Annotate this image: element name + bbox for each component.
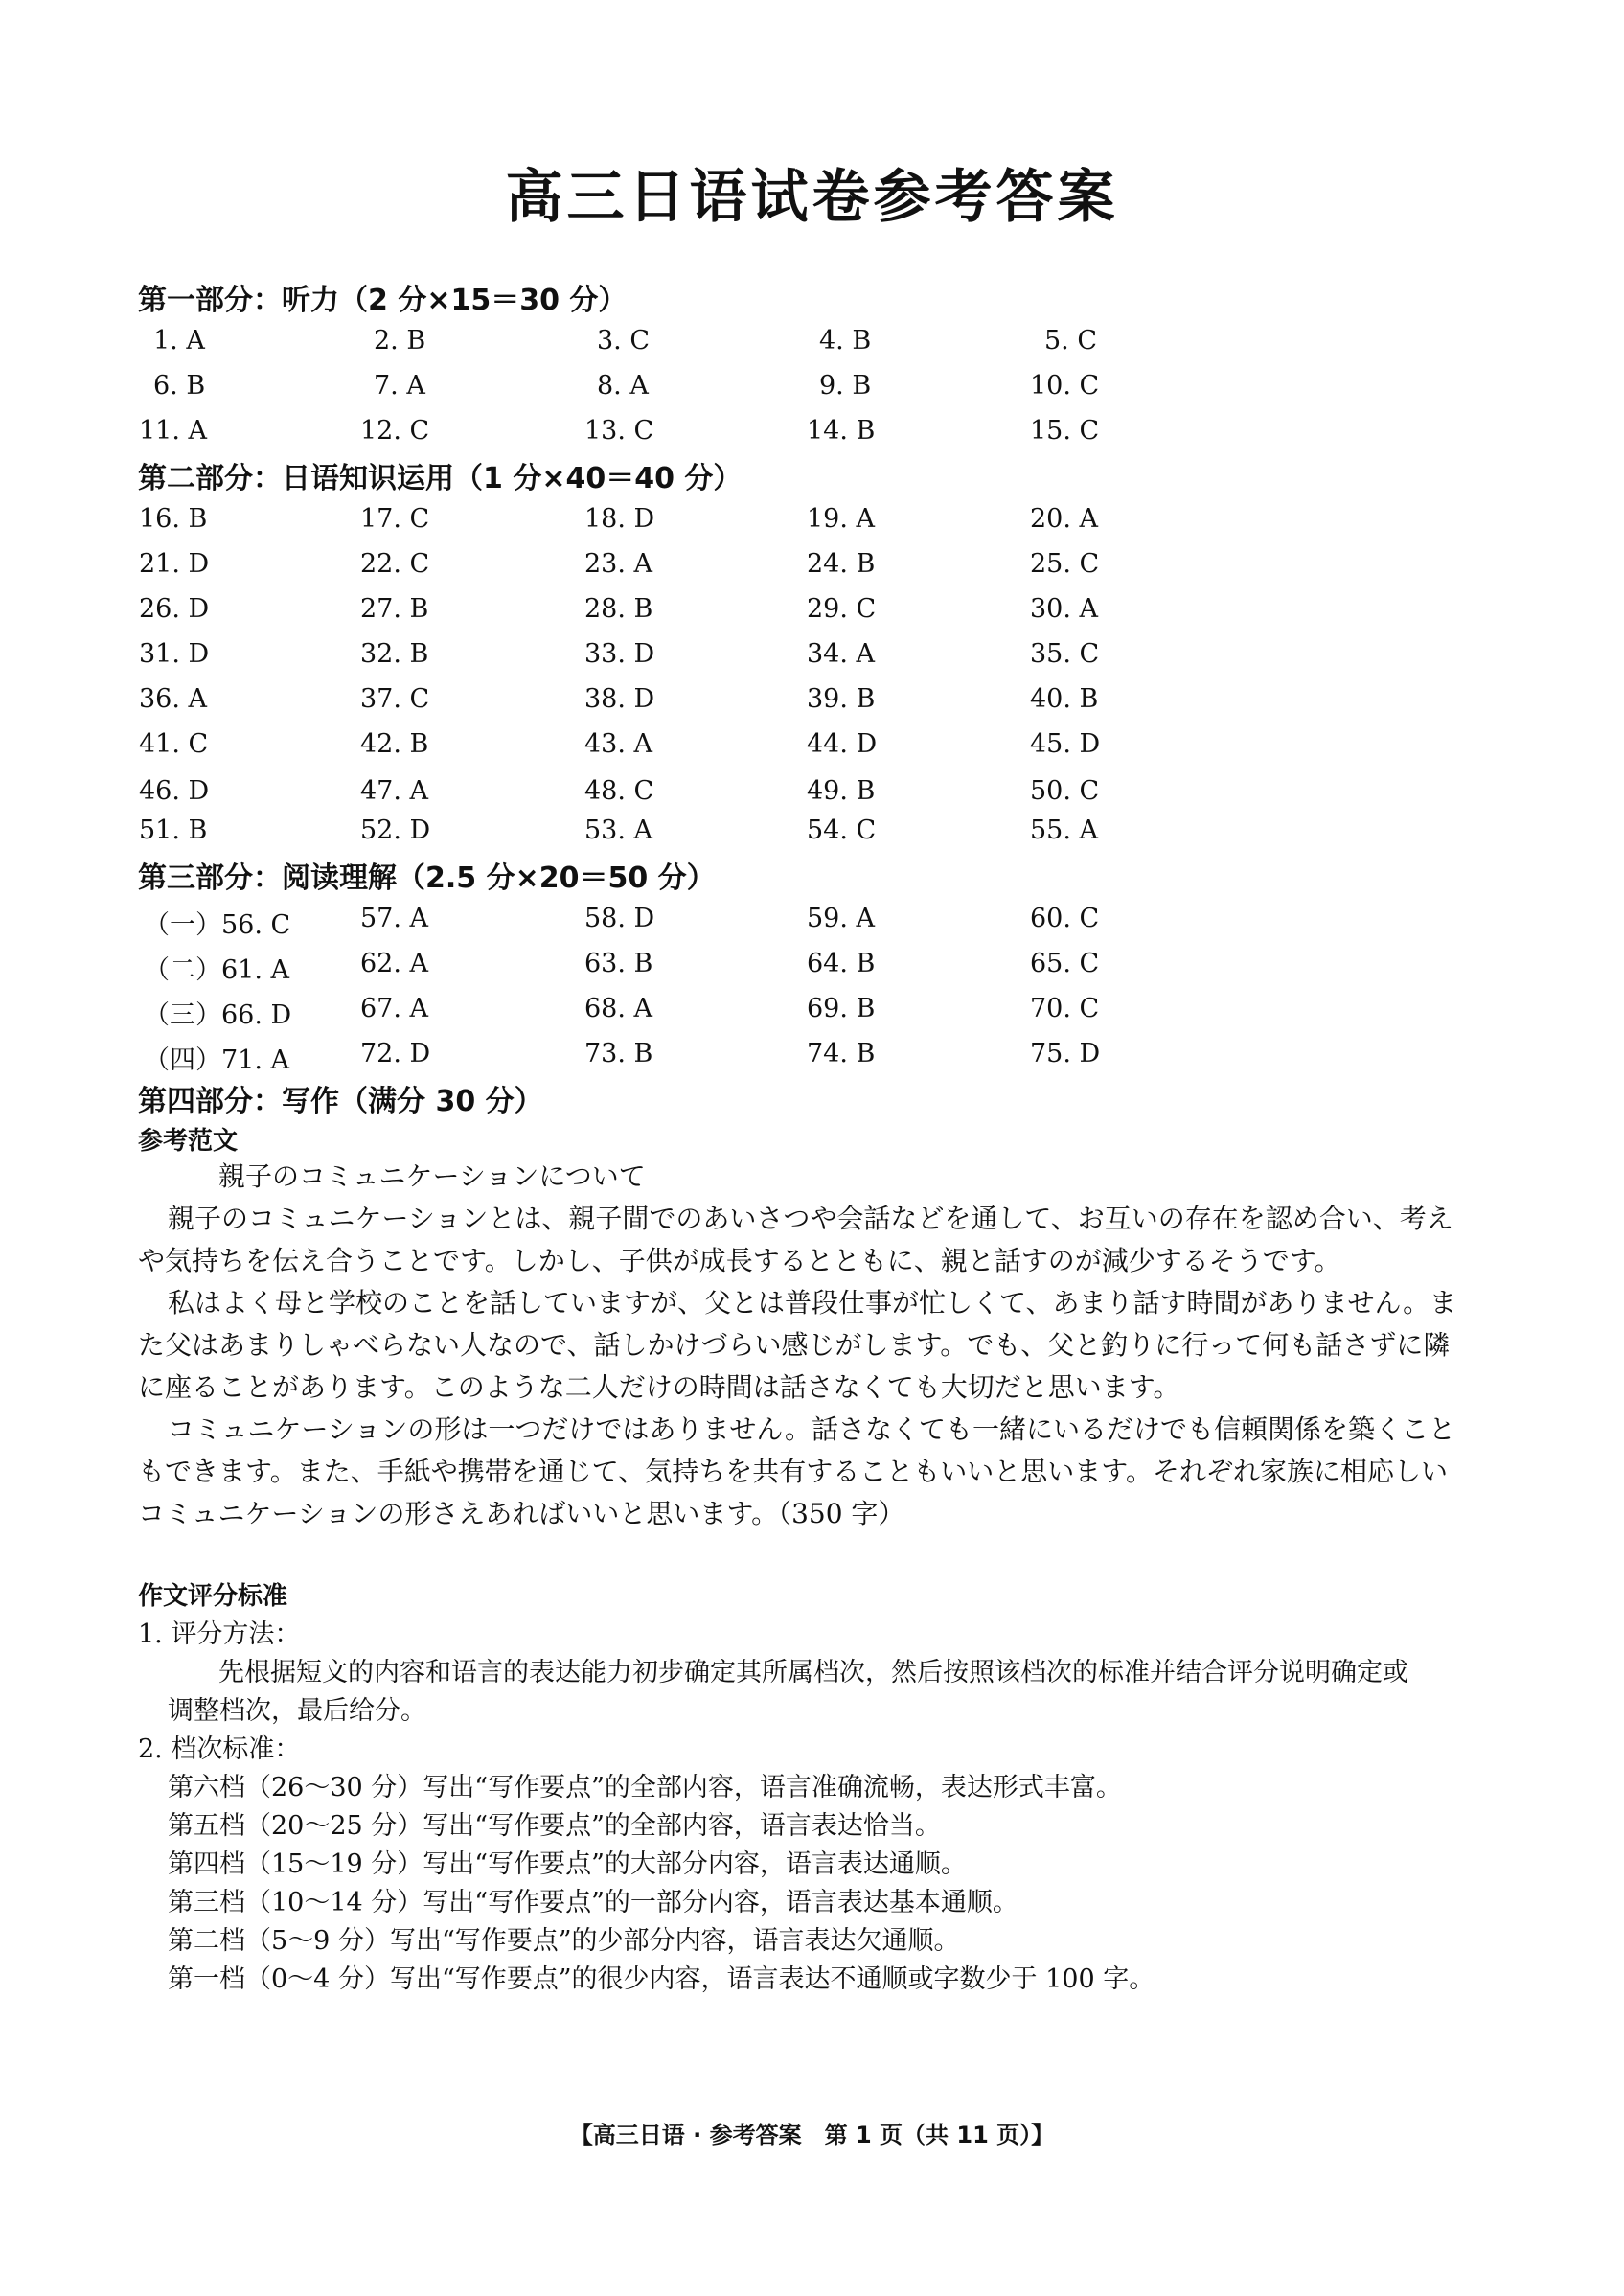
answer-item: 22. C: [360, 549, 430, 579]
answer-item: 54. C: [807, 815, 877, 845]
answer-item: 37. C: [360, 684, 430, 714]
level-item: 第三档（10～14 分）写出“写作要点”的一部分内容，语言表达基本通顺。: [168, 1888, 1018, 1917]
answer-item: 45. D: [1030, 729, 1101, 759]
essay-line: 親子のコミュニケーションとは、親子間でのあいさつや会話などを通して、お互いの存在を認め合い、考え: [168, 1203, 1453, 1234]
essay-line: や気持ちを伝え合うことです。しかし、子供が成長するとともに、親と話すのが減少するそうです。: [138, 1245, 1341, 1276]
answer-item: 68. A: [584, 994, 653, 1023]
levels-label: 2. 档次标准：: [138, 1734, 301, 1764]
answer-item: 32. B: [360, 639, 429, 669]
answer-item: 44. D: [807, 729, 878, 759]
answer-item: 30. A: [1030, 594, 1099, 624]
page-title: 高三日语试卷参考答案: [505, 164, 1119, 231]
essay-line: コミュニケーションの形は一つだけではありません。話さなくても一緒にいるだけでも信頼関係を築くこと: [168, 1413, 1456, 1445]
answer-item: 24. B: [807, 549, 876, 579]
method-label: 1. 评分方法：: [138, 1619, 301, 1649]
section-heading-listening: 第一部分：听力（2 分×15＝30 分）: [138, 284, 628, 317]
answer-item: 21. D: [139, 549, 210, 579]
answer-item: 53. A: [584, 815, 653, 845]
essay-line: コミュニケーションの形さえあればいいと思います。（350 字）: [138, 1498, 905, 1529]
level-item: 第二档（5～9 分）写出“写作要点”的少部分内容，语言表达欠通顺。: [168, 1926, 960, 1956]
answer-item: 18. D: [584, 504, 655, 534]
level-item: 第一档（0～4 分）写出“写作要点”的很少内容，语言表达不通顺或字数少于 100 字。: [168, 1964, 1155, 1994]
answer-item: 26. D: [139, 594, 210, 624]
answer-item: 70. C: [1030, 994, 1100, 1023]
answer-item: 17. C: [360, 504, 430, 534]
answer-item: 60. C: [1030, 904, 1100, 933]
answer-item: 6. B: [153, 371, 206, 401]
essay-line: 私はよく母と学校のことを話していますが、父とは普段仕事が忙しくて、あまり話す時間がありません。ま: [168, 1287, 1457, 1319]
answer-item: （一）56. C: [144, 910, 291, 940]
answer-item: 57. A: [360, 904, 429, 933]
essay-line: に座ることがあります。このような二人だけの時間は話さなくても大切だと思います。: [138, 1371, 1180, 1403]
answer-item: （三）66. D: [144, 1000, 292, 1030]
answer-item: 59. A: [807, 904, 876, 933]
answer-item: 39. B: [807, 684, 876, 714]
answer-item: 47. A: [360, 776, 429, 806]
answer-item: 40. B: [1030, 684, 1099, 714]
section-heading-writing: 第四部分：写作（满分 30 分）: [138, 1085, 543, 1118]
answer-item: 19. A: [807, 504, 876, 534]
answer-item: 34. A: [807, 639, 876, 669]
answer-item: 75. D: [1030, 1039, 1101, 1068]
answer-item: 49. B: [807, 776, 876, 806]
answer-item: 3. C: [597, 326, 651, 356]
answer-item: 4. B: [819, 326, 872, 356]
answer-item: 63. B: [584, 949, 653, 978]
answer-item: 51. B: [139, 815, 208, 845]
essay-line: た父はあまりしゃべらない人なので、話しかけづらい感じがします。でも、父と釣りに行って何も話さずに隣: [138, 1329, 1451, 1361]
answer-item: 46. D: [139, 776, 210, 806]
method-line: 先根据短文的内容和语言的表达能力初步确定其所属档次，然后按照该档次的标准并结合评分说明确定或: [218, 1658, 1408, 1688]
answer-item: 48. C: [584, 776, 654, 806]
answer-item: 1. A: [153, 326, 205, 356]
answer-item: 43. A: [584, 729, 653, 759]
answer-item: 36. A: [139, 684, 208, 714]
answer-item: 28. B: [584, 594, 653, 624]
answer-item: 20. A: [1030, 504, 1099, 534]
answer-item: 55. A: [1030, 815, 1099, 845]
answer-item: 38. D: [584, 684, 655, 714]
answer-item: 67. A: [360, 994, 429, 1023]
answer-item: 8. A: [597, 371, 649, 401]
answer-item: 9. B: [819, 371, 872, 401]
answer-item: 35. C: [1030, 639, 1100, 669]
answer-item: 7. A: [374, 371, 425, 401]
answer-item: 12. C: [360, 416, 430, 446]
answer-item: 50. C: [1030, 776, 1100, 806]
answer-item: （二）61. A: [144, 955, 290, 985]
answer-item: 74. B: [807, 1039, 876, 1068]
criteria-heading: 作文评分标准: [138, 1582, 288, 1611]
answer-item: 64. B: [807, 949, 876, 978]
answer-item: 10. C: [1030, 371, 1100, 401]
answer-item: 5. C: [1044, 326, 1098, 356]
answer-item: 11. A: [139, 416, 208, 446]
level-item: 第五档（20～25 分）写出“写作要点”的全部内容，语言表达恰当。: [168, 1811, 941, 1841]
page-footer: 【高三日语 · 参考答案 第 1 页（共 11 页）】: [569, 2122, 1055, 2148]
essay-line: もできます。また、手紙や携帯を通じて、気持ちを共有することもいいと思います。それぞれ家族に相応しい: [138, 1456, 1448, 1487]
answer-item: 58. D: [584, 904, 655, 933]
answer-item: 29. C: [807, 594, 877, 624]
answer-item: 69. B: [807, 994, 876, 1023]
answer-item: 73. B: [584, 1039, 653, 1068]
answer-item: 13. C: [584, 416, 654, 446]
answer-item: 72. D: [360, 1039, 431, 1068]
essay-title: 親子のコミュニケーションについて: [218, 1160, 646, 1192]
level-item: 第四档（15～19 分）写出“写作要点”的大部分内容，语言表达通顺。: [168, 1849, 967, 1879]
answer-item: 23. A: [584, 549, 653, 579]
section-heading-reading: 第三部分：阅读理解（2.5 分×20＝50 分）: [138, 861, 716, 895]
answer-item: 31. D: [139, 639, 210, 669]
answer-item: 15. C: [1030, 416, 1100, 446]
level-item: 第六档（26～30 分）写出“写作要点”的全部内容，语言准确流畅，表达形式丰富。: [168, 1773, 1122, 1802]
answer-item: 52. D: [360, 815, 431, 845]
answer-item: 27. B: [360, 594, 429, 624]
answer-item: 62. A: [360, 949, 429, 978]
answer-item: 33. D: [584, 639, 655, 669]
method-line: 调整档次，最后给分。: [168, 1696, 426, 1726]
answer-item: 25. C: [1030, 549, 1100, 579]
answer-item: （四）71. A: [144, 1045, 290, 1075]
model-essay-heading: 参考范文: [138, 1127, 239, 1156]
answer-item: 14. B: [807, 416, 876, 446]
answer-item: 16. B: [139, 504, 208, 534]
answer-item: 65. C: [1030, 949, 1100, 978]
section-heading-knowledge: 第二部分：日语知识运用（1 分×40＝40 分）: [138, 462, 743, 495]
answer-item: 42. B: [360, 729, 429, 759]
answer-item: 41. C: [139, 729, 209, 759]
answer-item: 2. B: [374, 326, 426, 356]
